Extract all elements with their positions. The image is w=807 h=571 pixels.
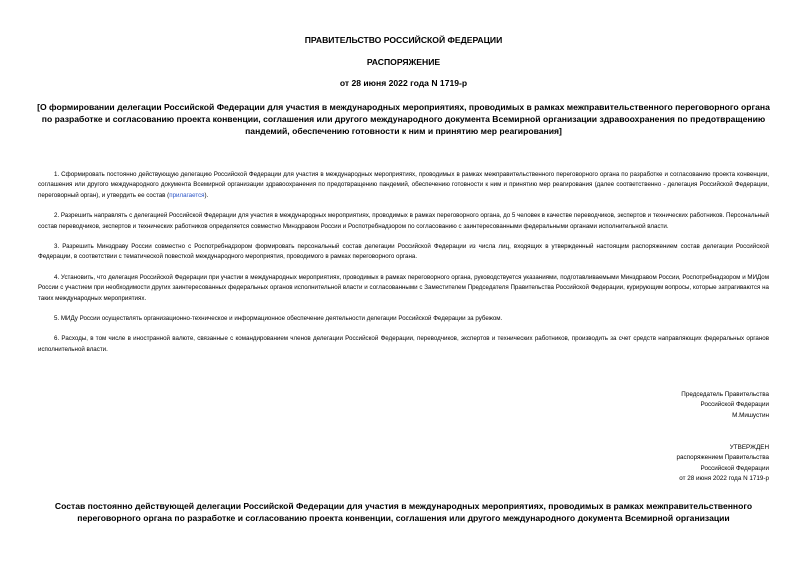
- approval-block: [677, 443, 769, 484]
- paragraph-5: 5. МИДу России осуществлять организационно-техническое и информационное обеспечение деятельности делегации Российской Федерации за рубежом.: [54, 315, 503, 323]
- paragraph-6: 6. Расходы, в том числе в иностранной валюте, связанные с командированием членов делегации Российской Федерации, переводчиков, экспертов и технических работников, производить за счет средств направляющих федеральных органов исполнительной власти.: [38, 335, 769, 353]
- document-subject: [О формировании делегации Российской Федерации для участия в международных мероприятиях, проводимых в рамках межправительственного переговорного органа по разработке и согласованию проекта конвенции, соглашения или другого международного документа Всемирной организации здравоохранения по предотвращению пандемий, обеспечению готовности к ним и принятию мер реагирования]: [37, 102, 770, 137]
- paragraph-1-end: ).: [204, 191, 209, 199]
- paragraph-1-text: 1. Сформировать постоянно действующую делегацию Российской Федерации для участия в международных мероприятиях, проводимых в рамках межправительственного переговорного органа по разработке и согласованию проекта конвенции, соглашения или другого международного документа Всемирной организации здравоохранения по предотвращению пандемий, обеспечению готовности к ним и принятию мер реагирования (далее соответственно - делегация Российской Федерации, переговорный орган), и утвердить ее состав (: [38, 171, 769, 199]
- approval-line-3: Российской Федерации: [700, 464, 769, 472]
- paragraph-4: 4. Установить, что делегация Российской Федерации при участии в международных мероприятиях, проводимых в рамках переговорного органа, руководствуется указаниями, подготавливаемыми Минздравом России, Роспотребнадзором и МИДом России с участием при необходимости других заинтересованных федеральных органов исполнительной власти и согласованными с Заместителем Председателя Правительства Российской Федерации, курирующим вопросы, которые затрагиваются на таких международных мероприятиях.: [38, 273, 769, 302]
- appendix-link[interactable]: прилагается: [169, 191, 205, 199]
- document-date: от 28 июня 2022 года N 1719-р: [339, 78, 468, 88]
- composition-title: Состав постоянно действующей делегации Российской Федерации для участия в международных мероприятиях, проводимых в рамках межправительственного переговорного органа по разработке и согласованию проекта конвенции, соглашения или другого международного документа Всемирной организации: [54, 501, 753, 524]
- paragraph-3: 3. Разрешить Минздраву России совместно с Роспотребнадзором формировать персональный состав делегации Российской Федерации из числа лиц, входящих в утвержденный настоящим распоряжением состав делегации Российской Федерации, в соответствии с тематической повесткой международного мероприятия, проводимого в рамках переговорного органа.: [38, 243, 769, 261]
- paragraph-2: 2. Разрешить направлять с делегацией Российской Федерации для участия в международных мероприятиях, проводимых в рамках переговорного органа, до 5 человек в качестве переводчиков, экспертов и технических работников. Персональный состав переводчиков, экспертов и технических работников определяется совместно Минздравом России и Роспотребнадзором по согласованию с заинтересованными федеральными органами исполнительной власти.: [38, 212, 769, 230]
- signature-position: Председатель Правительства: [681, 391, 769, 398]
- signature-org: Российской Федерации: [700, 401, 769, 409]
- approval-line-2: распоряжением Правительства: [676, 454, 769, 462]
- approval-date: от 28 июня 2022 года N 1719-р: [679, 474, 769, 482]
- signature-name: М.Мишустин: [732, 411, 769, 419]
- document-type-heading: РАСПОРЯЖЕНИЕ: [366, 57, 441, 67]
- paragraph-1: [38, 170, 769, 201]
- approval-title: УТВЕРЖДЕН: [729, 444, 769, 451]
- government-heading: ПРАВИТЕЛЬСТВО РОССИЙСКОЙ ФЕДЕРАЦИИ: [304, 35, 503, 45]
- document-body: [38, 170, 769, 365]
- signature-block: [681, 390, 769, 421]
